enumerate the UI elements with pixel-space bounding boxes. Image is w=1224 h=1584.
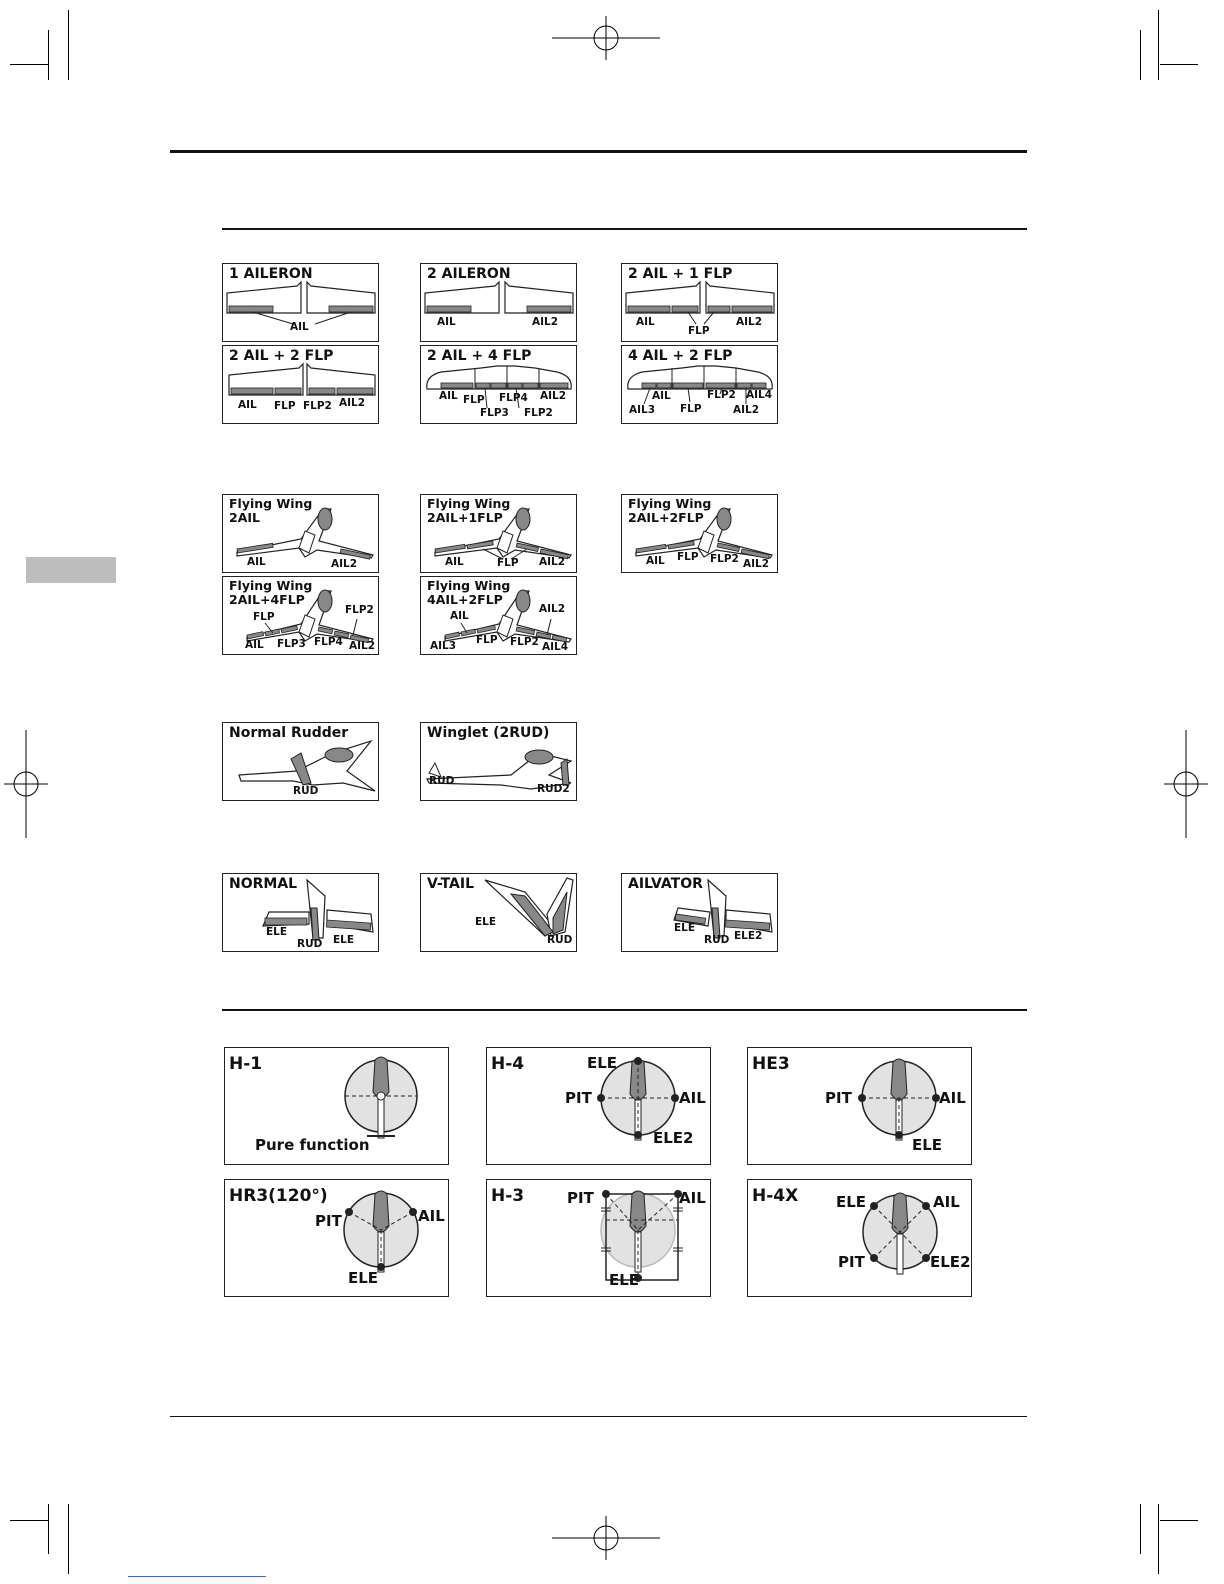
surface-label: AIL4 — [542, 641, 569, 653]
flap-surface — [508, 383, 522, 388]
panel-title: Normal Rudder — [229, 725, 349, 741]
crop-mark — [1160, 1520, 1198, 1521]
helicopter-icon — [630, 1191, 646, 1232]
surface-label: ELE — [266, 926, 288, 938]
crop-mark — [10, 64, 48, 65]
surface-label: AIL — [652, 390, 671, 402]
crop-mark — [1140, 1504, 1141, 1554]
swash-label: AIL — [418, 1207, 445, 1225]
aileron-surface — [337, 388, 373, 394]
aileron-surface — [737, 383, 751, 388]
surface-label: ELE2 — [734, 930, 763, 942]
surface-label: AIL — [450, 610, 469, 622]
panel-title: Flying Wing 2AIL+4FLP — [229, 578, 313, 607]
crop-mark — [1158, 1504, 1159, 1574]
registration-target-icon — [1164, 730, 1208, 838]
crop-mark — [68, 1504, 69, 1574]
flap-surface — [672, 306, 698, 312]
surface-label: FLP — [688, 325, 710, 337]
swash-label: AIL — [679, 1189, 706, 1207]
panel-title: Flying Wing 2AIL+1FLP — [427, 496, 511, 525]
aileron-surface — [441, 383, 473, 388]
surface-label: AIL — [445, 556, 464, 568]
crop-mark — [48, 1504, 49, 1554]
rudder-type-winglet — [420, 722, 577, 801]
crop-mark — [1140, 30, 1141, 80]
surface-label: FLP — [274, 400, 296, 412]
swash-label: PIT — [315, 1212, 342, 1230]
flying-wing-2ail-1flp — [420, 494, 577, 573]
surface-label: FLP2 — [510, 636, 539, 648]
panel-title: 2 AIL + 1 FLP — [628, 266, 733, 282]
flap-surface — [708, 306, 730, 312]
swash-label: PIT — [838, 1253, 865, 1271]
flying-wing-2ail-4flp — [222, 576, 379, 655]
swash-label: PIT — [567, 1189, 594, 1207]
surface-label: RUD — [429, 775, 455, 787]
surface-label: AIL — [245, 639, 264, 651]
surface-label: FLP2 — [710, 553, 739, 565]
swash-type-h1 — [224, 1047, 449, 1165]
flying-wing-2ail — [222, 494, 379, 573]
panel-title: Flying Wing 2AIL — [229, 496, 313, 525]
header-rule — [170, 150, 1027, 153]
aileron-surface — [752, 383, 766, 388]
surface-label: FLP — [463, 394, 485, 406]
flap-surface — [523, 383, 538, 388]
canopy — [516, 590, 530, 612]
side-tab — [26, 557, 116, 583]
panel-title: HE3 — [752, 1054, 790, 1074]
section-rule — [222, 228, 1027, 230]
crop-mark — [10, 1520, 48, 1521]
tail-type-normal — [222, 873, 379, 952]
wing-type-2-aileron — [420, 263, 577, 342]
section-rule — [222, 1009, 1027, 1011]
surface-label: RUD — [704, 934, 730, 946]
swash-label: ELE — [912, 1136, 943, 1154]
swash-label: AIL — [933, 1193, 960, 1211]
wing-diagram — [421, 264, 577, 342]
swash-label: AIL — [679, 1089, 706, 1107]
panel-title: H-4X — [752, 1186, 799, 1206]
registration-target-icon — [552, 1516, 660, 1560]
surface-label: AIL2 — [339, 397, 366, 409]
aileron-surface — [329, 306, 373, 312]
aileron-surface — [628, 306, 670, 312]
aileron-surface — [231, 388, 273, 394]
rudder-surface — [561, 759, 569, 785]
surface-label: AIL — [439, 390, 458, 402]
surface-label: AIL4 — [746, 389, 773, 401]
swash-label: ELE — [836, 1193, 867, 1211]
aileron-surface — [427, 306, 471, 312]
helicopter-icon — [630, 1059, 646, 1100]
flap-surface — [673, 383, 703, 388]
panel-title: 2 AIL + 2 FLP — [229, 348, 334, 364]
flap-surface — [476, 383, 490, 388]
panel-title: HR3(120°) — [229, 1186, 328, 1206]
surface-label: FLP3 — [277, 638, 306, 650]
crop-mark — [1158, 10, 1159, 80]
wing-type-2ail-2flp — [222, 345, 379, 424]
swash-label: ELE — [587, 1054, 618, 1072]
aileron-surface — [229, 306, 273, 312]
canopy — [516, 508, 530, 530]
swash-label: ELE — [348, 1269, 379, 1287]
surface-label: RUD2 — [537, 783, 570, 795]
elevator-surface — [265, 918, 307, 925]
swash-type-h4 — [486, 1047, 711, 1165]
panel-title: H-4 — [491, 1054, 525, 1074]
aileron-surface — [527, 306, 571, 312]
rudder-surface — [311, 908, 319, 940]
surface-label: AIL — [636, 316, 655, 328]
canopy — [318, 508, 332, 530]
surface-label: AIL — [290, 321, 309, 333]
panel-title: V-TAIL — [427, 876, 474, 892]
surface-label: FLP — [476, 634, 498, 646]
surface-label: ELE — [674, 922, 696, 934]
registration-target-icon — [4, 730, 48, 838]
helicopter-icon — [891, 1059, 907, 1100]
aileron-surface — [642, 383, 656, 388]
panel-title: Flying Wing 4AIL+2FLP — [427, 578, 511, 607]
link-underline — [128, 1576, 266, 1577]
wing-type-1-aileron — [222, 263, 379, 342]
wing-type-4ail-2flp — [621, 345, 778, 424]
surface-label: AIL2 — [349, 640, 376, 652]
surface-label: FLP — [680, 403, 702, 415]
wing-diagram — [223, 346, 379, 424]
surface-label: ELE — [333, 934, 355, 946]
helicopter-icon — [892, 1193, 908, 1234]
aileron-surface — [540, 383, 568, 388]
tail-type-v-tail — [420, 873, 577, 952]
canopy — [318, 590, 332, 612]
swash-type-hr3 — [224, 1179, 449, 1297]
swash-diagram — [225, 1180, 449, 1297]
swash-type-h3 — [486, 1179, 711, 1297]
flap-surface — [491, 383, 506, 388]
panel-title: H-3 — [491, 1186, 525, 1206]
wing-type-2ail-4flp — [420, 345, 577, 424]
surface-label: FLP3 — [480, 407, 509, 419]
surface-label: AIL — [247, 556, 266, 568]
surface-label: AIL2 — [733, 404, 760, 416]
panel-title: 2 AILERON — [427, 266, 511, 282]
tail-type-ailvator — [621, 873, 778, 952]
surface-label: FLP2 — [303, 400, 332, 412]
wing-type-2ail-1flp — [621, 263, 778, 342]
surface-label: RUD — [297, 938, 323, 950]
flying-wing-2ail-2flp — [621, 494, 778, 573]
surface-label: FLP2 — [524, 407, 553, 419]
surface-label: AIL3 — [629, 404, 656, 416]
panel-title: H-1 — [229, 1054, 263, 1074]
surface-label: AIL2 — [539, 556, 566, 568]
flying-wing-4ail-2flp — [420, 576, 577, 655]
swash-label: PIT — [565, 1089, 592, 1107]
surface-label: AIL2 — [539, 603, 566, 615]
swash-diagram — [487, 1180, 711, 1297]
swash-label: Pure function — [255, 1136, 370, 1154]
surface-label: FLP4 — [499, 392, 528, 404]
flap-surface — [706, 383, 735, 388]
surface-label: AIL2 — [532, 316, 559, 328]
surface-label: FLP — [497, 557, 519, 569]
swash-label: AIL — [939, 1089, 966, 1107]
surface-label: FLP2 — [707, 389, 736, 401]
crop-mark — [48, 30, 49, 80]
footer-rule — [170, 1416, 1027, 1417]
swash-label: PIT — [825, 1089, 852, 1107]
surface-label: AIL — [238, 399, 257, 411]
panel-title: AILVATOR — [628, 876, 703, 892]
swash-label: ELE2 — [930, 1253, 971, 1271]
rudder-type-normal — [222, 722, 379, 801]
aileron-surface — [732, 306, 772, 312]
crop-mark — [1160, 64, 1198, 65]
flap-surface — [275, 388, 301, 394]
surface-label: AIL2 — [331, 558, 358, 570]
swash-label: ELE — [609, 1271, 640, 1289]
panel-title: 4 AIL + 2 FLP — [628, 348, 733, 364]
canopy — [717, 508, 731, 530]
surface-label: FLP2 — [345, 604, 374, 616]
surface-label: FLP — [253, 611, 275, 623]
surface-label: AIL2 — [736, 316, 763, 328]
swash-type-he3 — [747, 1047, 972, 1165]
surface-label: RUD — [293, 785, 319, 797]
surface-label: AIL — [437, 316, 456, 328]
canopy — [525, 750, 553, 764]
surface-label: FLP4 — [314, 636, 343, 648]
registration-target-icon — [552, 16, 660, 60]
surface-label: AIL2 — [743, 558, 770, 570]
panel-title: Flying Wing 2AIL+2FLP — [628, 496, 712, 525]
surface-label: AIL — [646, 555, 665, 567]
flap-surface — [309, 388, 335, 394]
surface-label: RUD — [547, 934, 573, 946]
panel-title: Winglet (2RUD) — [427, 725, 550, 741]
surface-label: FLP — [677, 551, 699, 563]
panel-title: NORMAL — [229, 876, 298, 892]
panel-title: 1 AILERON — [229, 266, 313, 282]
surface-label: AIL2 — [540, 390, 567, 402]
swash-label: ELE2 — [653, 1129, 694, 1147]
crop-mark — [68, 10, 69, 80]
panel-title: 2 AIL + 4 FLP — [427, 348, 532, 364]
helicopter-icon — [373, 1191, 389, 1232]
surface-label: AIL3 — [430, 640, 457, 652]
aileron-surface — [657, 383, 671, 388]
swash-type-h4x — [747, 1179, 972, 1297]
canopy — [325, 748, 353, 762]
surface-label: ELE — [475, 916, 497, 928]
